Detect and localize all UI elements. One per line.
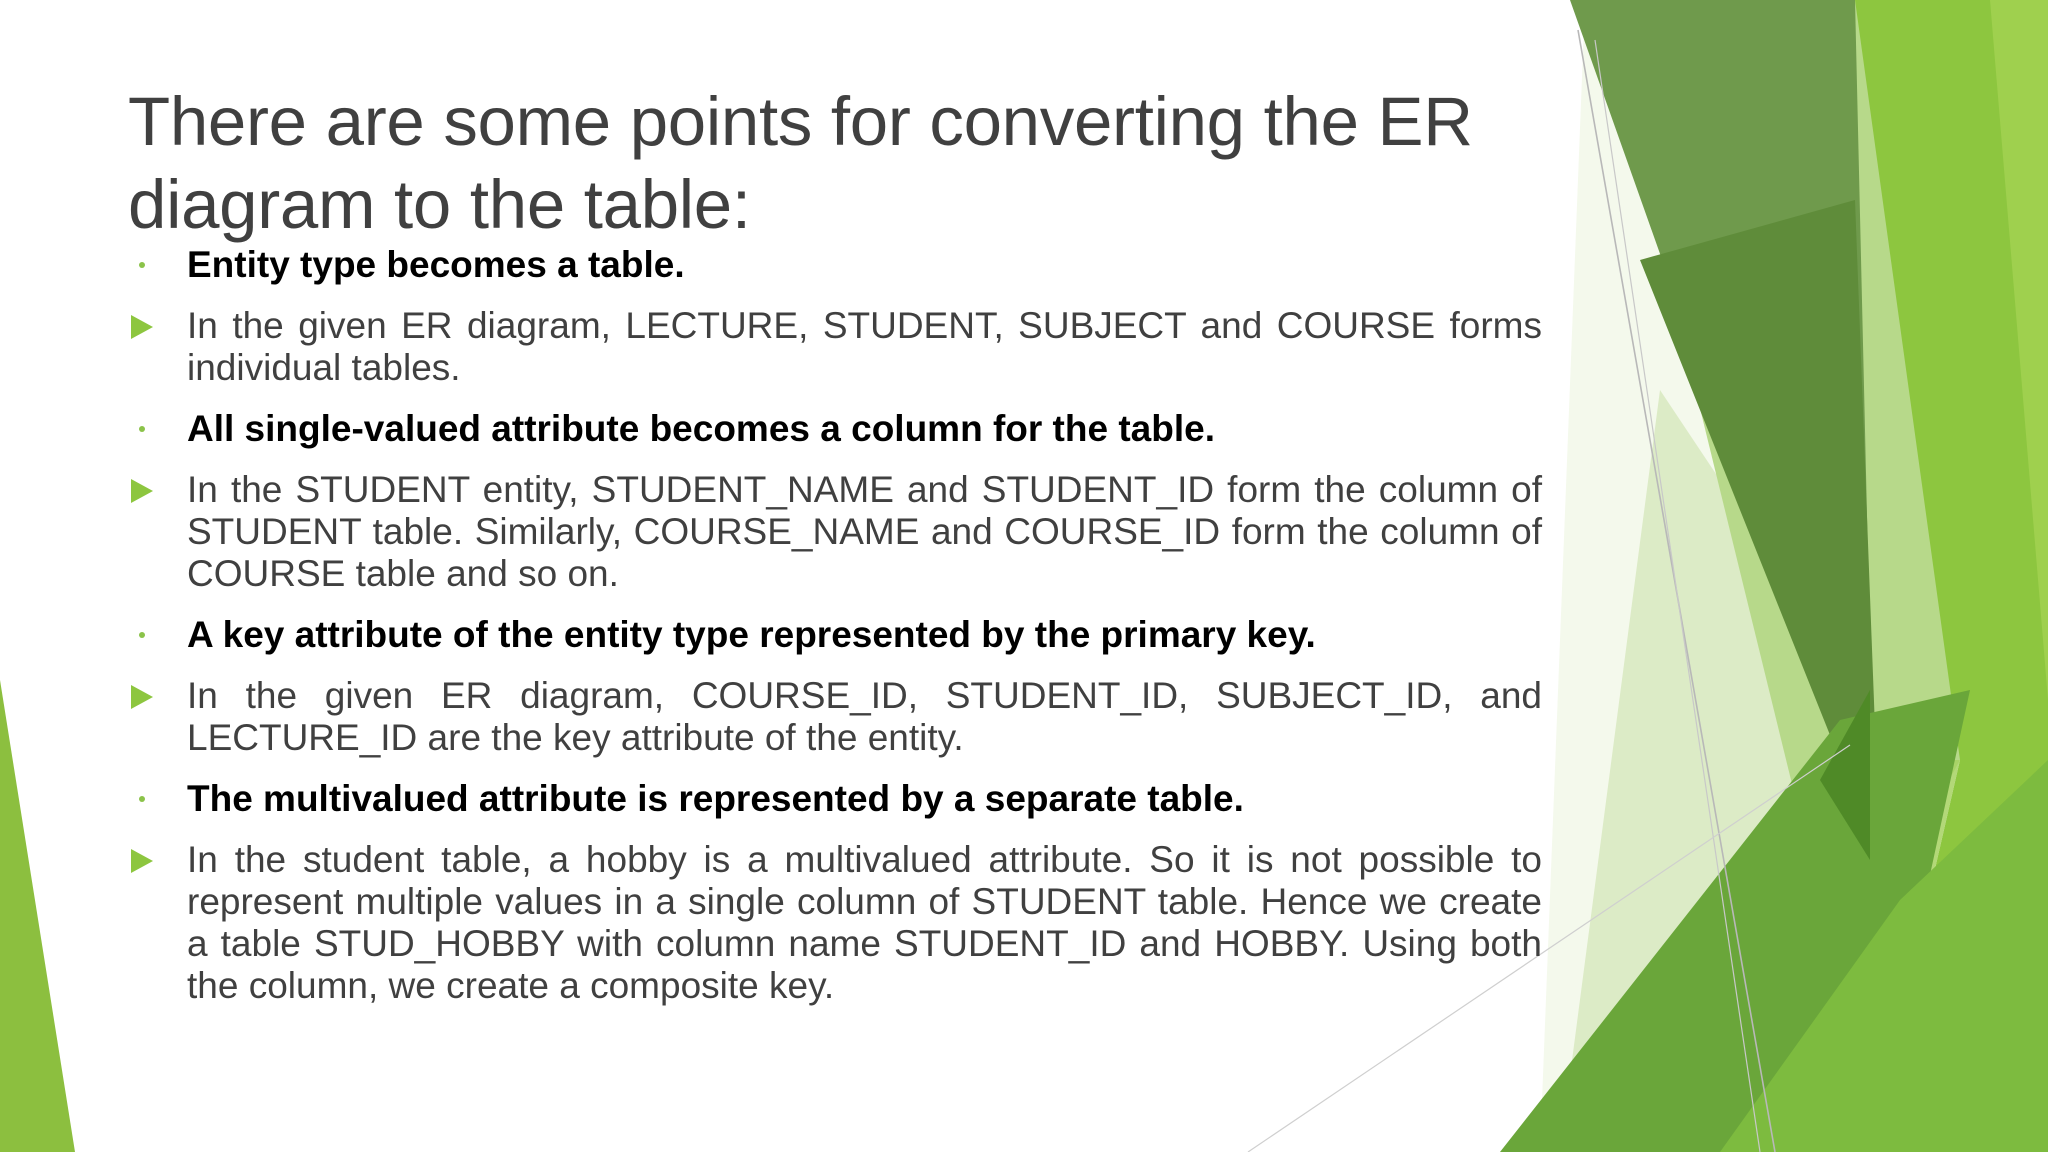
list-item-detail: [128, 675, 1542, 759]
arrow-bullet-icon: [131, 315, 153, 339]
list-item-heading: [128, 244, 1542, 286]
dot-bullet-icon: [132, 244, 152, 286]
point-heading: The multivalued attribute is represented by a separate table.: [187, 778, 1244, 819]
point-detail: In the student table, a hobby is a multivalued attribute. So it is not possible to represent multiple values in a single column of STUDENT table. Hence we create a table STUD_HOBBY with column name STUDENT_ID and HOBBY. Using both the column, we create a composite key.: [187, 839, 1542, 1006]
list-item-detail: [128, 839, 1542, 1007]
arrow-bullet-icon: [131, 685, 153, 709]
slide-title: There are some points for converting the ER diagram to the table:: [128, 83, 1473, 243]
arrow-bullet-icon: [131, 849, 153, 873]
point-detail: In the given ER diagram, COURSE_ID, STUDENT_ID, SUBJECT_ID, and LECTURE_ID are the key attribute of the entity.: [187, 675, 1542, 758]
list-item-heading: [128, 614, 1542, 656]
dot-bullet-icon: [132, 778, 152, 820]
point-heading: All single-valued attribute becomes a column for the table.: [187, 408, 1215, 449]
arrow-bullet-icon: [131, 479, 153, 503]
left-edge-facet: [0, 680, 75, 1152]
dot-bullet-icon: [132, 408, 152, 450]
list-item-heading: [128, 778, 1542, 820]
point-heading: A key attribute of the entity type represented by the primary key.: [187, 614, 1316, 655]
dot-bullet-icon: [132, 614, 152, 656]
list-item-detail: [128, 305, 1542, 389]
list-item-heading: [128, 408, 1542, 450]
list-item-detail: [128, 469, 1542, 595]
point-heading: Entity type becomes a table.: [187, 244, 685, 285]
point-detail: In the given ER diagram, LECTURE, STUDENT, SUBJECT and COURSE forms individual tables.: [187, 305, 1542, 388]
bullet-list: [128, 244, 1542, 1026]
point-detail: In the STUDENT entity, STUDENT_NAME and STUDENT_ID form the column of STUDENT table. Similarly, COURSE_NAME and COURSE_ID form the column of COURSE table and so on.: [187, 469, 1542, 594]
